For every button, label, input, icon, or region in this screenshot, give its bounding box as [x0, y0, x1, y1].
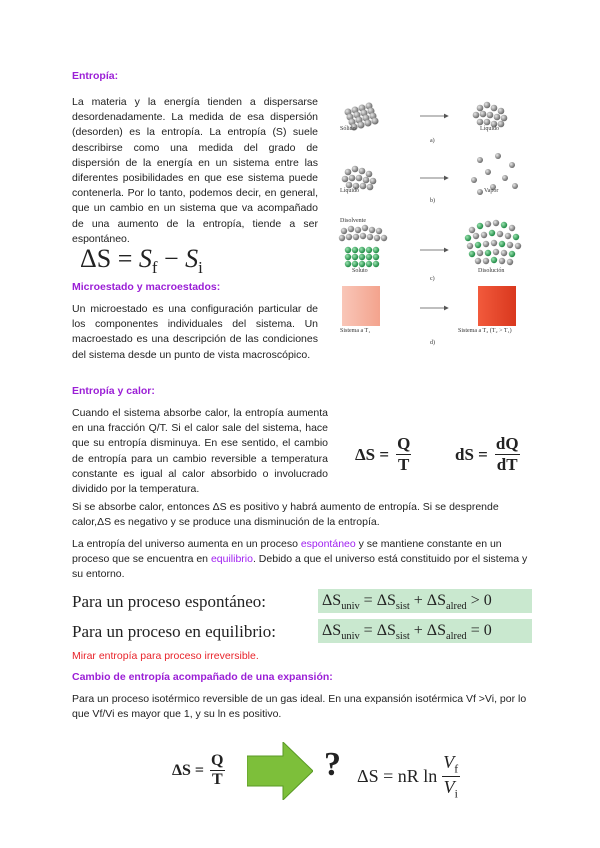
equation-delta-s: $\Delta S = S_f - S_i$ — [80, 244, 203, 278]
equation-nr-ln — [357, 752, 460, 800]
label-liquid-b: Líquido — [340, 188, 359, 194]
eq3-fraction — [494, 434, 521, 475]
cool-system-block — [342, 286, 380, 326]
heading-entropia-calor: Entropía y calor: — [72, 385, 155, 397]
liquid-cluster-a — [473, 102, 508, 128]
row-espontaneo-label: Para un proceso espontáneo: — [72, 592, 267, 611]
eq1-sf: S — [138, 244, 152, 273]
link-espontaneo[interactable]: espontáneo — [300, 538, 356, 550]
label-system-t2: Sistema a T₂ (T₂ > T₁) — [458, 328, 512, 334]
equation-q-over-t — [355, 434, 412, 475]
equilibrio-ds2: ΔS — [376, 622, 396, 639]
label-solid: Sólido — [340, 126, 356, 132]
universo-text-c: . Debido a que el universo está constituido por el sistema y su entorno. — [72, 553, 528, 581]
row-espontaneo-equation: $\Delta S_{univ} = \Delta S_{sist} + \Delta S_{alred} > 0$ — [318, 589, 532, 613]
entropy-figure — [330, 90, 530, 350]
eq4-f: f — [454, 762, 459, 776]
eq2-den: T — [398, 455, 410, 474]
hot-system-block — [478, 286, 516, 326]
equilibrio-ds1: ΔS — [322, 622, 342, 639]
espontaneo-sist: sist — [395, 601, 410, 613]
label-dissolution: Disolución — [478, 268, 505, 274]
espontaneo-ds3: ΔS — [426, 592, 446, 609]
label-system-t1: Sistema a T₁ — [340, 328, 371, 334]
eq4-rhs: ΔS = nR ln — [357, 765, 438, 786]
solute-grid — [345, 247, 379, 267]
paragraph-expansion: Para un proceso isotérmico reversible de un gas ideal. En una expansión isotérmica Vf >Vi, por lo que Vf/Vi es mayor que 1, y su ln es positivo. — [72, 693, 527, 721]
espontaneo-alred: alred — [445, 601, 467, 613]
paragraph-entropia: La materia y la energía tienden a dispersarse desordenadamente. La medida de esa dispersión (desorden) es la entropía. La entropía (S) suele describirse como una medida del grado de dispersión de la energía en un sistema entre las diferentes posibilidades en que ese sistema puede contenerla. Por lo tanto, podemos decir, en general, que un cambio en un sistema que va acompañado de una aumento de la entropía, tiende a ser espontáneo. — [72, 96, 318, 245]
eq4-den: T — [211, 771, 223, 788]
label-dissolvent: Disolvente — [340, 218, 366, 224]
label-b: b) — [430, 198, 435, 204]
universo-text-a: La entropía del universo aumenta en un proceso — [72, 538, 301, 550]
eq4-volume-fraction — [441, 752, 460, 800]
equilibrio-ds3: ΔS — [426, 622, 446, 639]
question-mark: ? — [324, 746, 341, 783]
eq1-f: f — [151, 258, 158, 278]
heading-expansion: Cambio de entropía acompañado de una expansión: — [72, 671, 333, 683]
eq4-fraction — [209, 752, 225, 789]
row-equilibrio-label: Para un proceso en equilibrio: — [72, 622, 276, 641]
eq2-fraction — [395, 434, 412, 475]
paragraph-signo-delta-s: Si se absorbe calor, entonces ΔS es positivo y habrá aumento de entropía. Si se desprende calor,ΔS es negativo y se produce una disminución de la entropía. — [72, 501, 499, 529]
heading-microestado: Microestado y macroestados: — [72, 281, 221, 293]
eq1-i: i — [198, 258, 203, 278]
eq4-lhs: ΔS = — [172, 761, 205, 779]
eq4-i: i — [454, 787, 458, 801]
red-note-irreversible[interactable]: Mirar entropía para proceso irreversible. — [72, 650, 259, 662]
paragraph-microestado: Un microestado es una configuración particular de los componentes individuales del sistema. Un macroestado es una descripción de las condiciones del sistema desde un punto de vista macroscópico. — [72, 303, 318, 361]
equation-dq-over-dt — [455, 434, 521, 475]
espontaneo-op: > 0 — [470, 592, 492, 609]
universo-text-b: y se mantiene constante en un proceso que se encuentra en — [72, 538, 502, 566]
eq4-num: Q — [211, 752, 224, 769]
label-d: d) — [430, 340, 435, 346]
eq4-vf: V — [443, 752, 455, 772]
row-equilibrio-equation: $\Delta S_{univ} = \Delta S_{sist} + \Delta S_{alred} = 0$ — [318, 619, 532, 643]
eq1-si: S — [185, 244, 199, 273]
equilibrio-op: = 0 — [470, 622, 492, 639]
dissolution-mix — [465, 220, 521, 265]
eq3-den: dT — [496, 455, 518, 474]
dissolvent-grid — [339, 225, 387, 241]
equation-bottom-q-over-t — [172, 752, 226, 789]
eq3-lhs: dS = — [455, 444, 488, 464]
espontaneo-ds2: ΔS — [376, 592, 396, 609]
liquid-cluster-b — [342, 166, 377, 191]
paragraph-universo — [72, 537, 532, 583]
label-liquid-a: Líquido — [480, 126, 499, 132]
eq1-lhs: ΔS — [80, 244, 112, 273]
espontaneo-ds1: ΔS — [322, 592, 342, 609]
equilibrio-univ: univ — [341, 631, 360, 643]
espontaneo-univ: univ — [341, 601, 360, 613]
equilibrio-sist: sist — [395, 631, 410, 643]
label-a: a) — [430, 138, 435, 144]
equilibrio-alred: alred — [445, 631, 467, 643]
eq4-vi: V — [443, 776, 455, 797]
eq3-num: dQ — [495, 434, 519, 453]
heading-entropia: Entropía: — [72, 70, 119, 82]
paragraph-entropia-calor: Cuando el sistema absorbe calor, la entropía aumenta en una fracción Q/T. Si el calor sale del sistema, hace que su entropía disminuya. En ese sentido, el cambio de entropía para un cambio reversible a temperatura constante es igual al calor absorbido o involucrado dividido por la temperatura. — [72, 407, 328, 496]
right-arrow-icon — [247, 742, 313, 800]
eq2-num: Q — [397, 434, 411, 453]
link-equilibrio[interactable]: equilibrio — [210, 553, 253, 566]
label-c: c) — [430, 276, 435, 282]
label-vapor: Vapor — [484, 188, 499, 194]
eq2-lhs: ΔS = — [355, 444, 390, 464]
label-solute: Soluto — [352, 268, 368, 274]
